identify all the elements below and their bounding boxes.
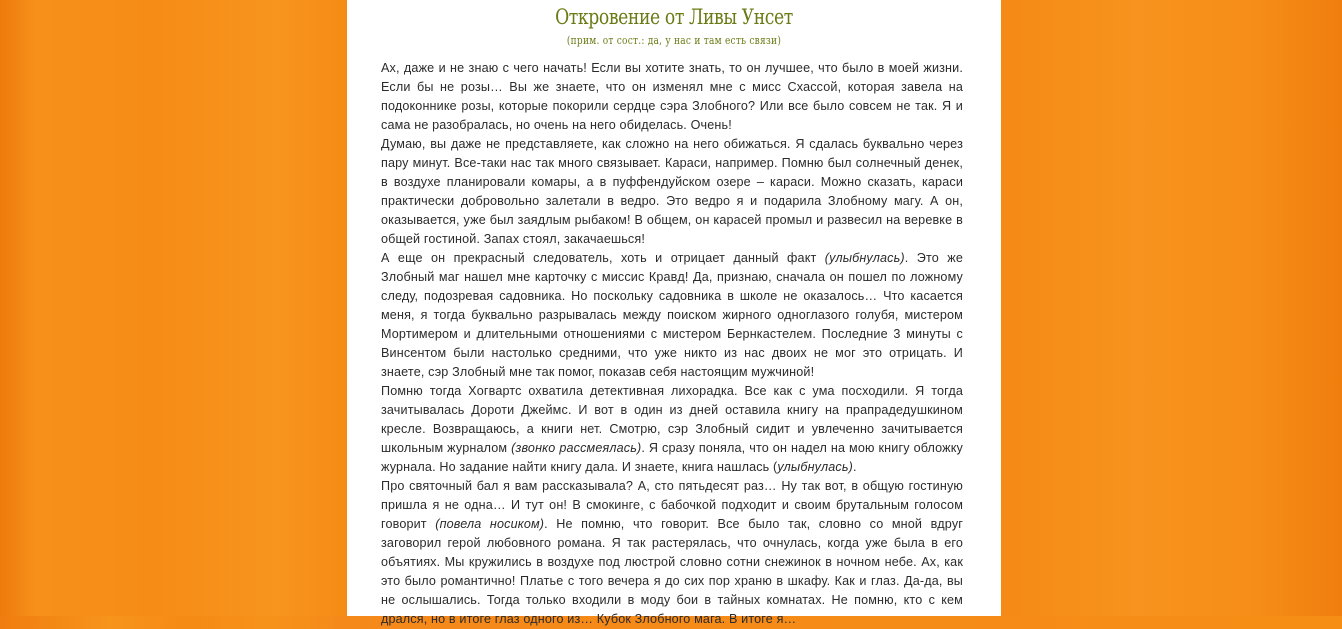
article-page [347,0,1001,626]
article-paragraph [381,477,963,629]
paragraph-text: . [852,460,857,474]
paragraph-text: Помню тогда Хогвартс охватила детективная лихорадка. Все как с ума посходили. Я тогда зачитывалась Дороти Джеймс. И вот в один из дней оставила книгу на прапрадедушкином кресле. Возвращаюсь, а книги нет. Смотрю, сэр Злобный сидит и увлеченно зачитывается школьным журналом [381,384,963,455]
background-left [0,0,347,616]
paragraph-text: Ах, даже и не знаю с чего начать! Если вы хотите знать, то он лучшее, что было в моей жизни. Если бы не розы… Вы же знаете, что он изменял мне с мисс Схассой, которая завела на подоконнике розы, которые покорили сердце сэра Злобного? Или все было совсем не так. Я и сама не разобралась, но очень на него обиделась. Очень! [381,61,963,132]
italic-remark: (звонко рассмеялась) [511,441,642,455]
paragraph-text: Думаю, вы даже не представляете, как сложно на него обижаться. Я сдалась буквально через пару минут. Все-таки нас так много связывает. Караси, например. Помню был солнечный денек, в воздухе планировали комары, а в пуффендуйском озере – караси. Можно сказать, караси практически добровольно залетали в ведро. Это ведро я и подарила Злобному магу. А он, оказывается, уже был заядлым рыбаком! В общем, он карасей промыл и развесил на веревке в общей гостиной. Запах стоял, закачаешься! [381,137,963,246]
paragraph-text: Про святочный бал я вам рассказывала? А, сто пятьдесят раз… Ну так вот, в общую гостиную пришла я не одна… И тут он! В смокинге, с бабочкой подходит и своим брутальным голосом говорит [381,479,963,531]
article-title: Откровение от Ливы Унсет [555,5,793,29]
article-paragraph [381,59,963,135]
paragraph-text: . Я сразу поняла, что он надел на мою книгу обложку журнала. Но задание найти книгу дала. И знаете, книга нашлась ( [381,441,964,474]
article-paragraph [381,135,963,249]
paragraph-text: . Не помню, что говорит. Все было так, словно со мной вдруг заговорил герой любовного романа. Я так растерялась, что очнулась, когда уже была в его объятиях. Мы кружились в воздухе под люстрой словно сотни снежинок в ночном небе. Ах, как это было романтично! Платье с того вечера я до сих пор храню в шкафу. Как и глаз. Да-да, вы не ослышались. Тогда только входили в моду бои в тайных комнатах. Не помню, кто с кем дрался, но в итоге глаз одного из… Кубок Злобного мага. В итоге я… [381,517,964,626]
background-right [1001,0,1342,616]
paragraph-text: . Это же Злобный маг нашел мне карточку с миссис Кравд! Да, признаю, сначала он пошел по ложному следу, подозревая садовника. Но поскольку садовника в школе не оказалось… Что касается меня, я тогда буквально разрывалась между поиском жирного одноглазого голубя, мистером Мортимером и длительными отношениями с мистером Бернкастелем. Последние 3 минуты с Винсентом были настолько средними, что уже никто из нас двоих не мог это отрицать. И знаете, сэр Злобный мне так помог, показав себя настоящим мужчиной! [381,251,963,379]
article-paragraph [381,382,963,477]
italic-remark: улыбнулась) [777,460,853,474]
paragraph-text: А еще он прекрасный следователь, хоть и отрицает данный факт [381,251,825,265]
article-body [381,59,963,629]
italic-remark: (повела носиком) [435,517,545,531]
article-subtitle: (прим. от сост.: да, у нас и там есть связи) [566,34,782,47]
article-paragraph [381,249,963,382]
italic-remark: (улыбнулась) [824,251,905,265]
